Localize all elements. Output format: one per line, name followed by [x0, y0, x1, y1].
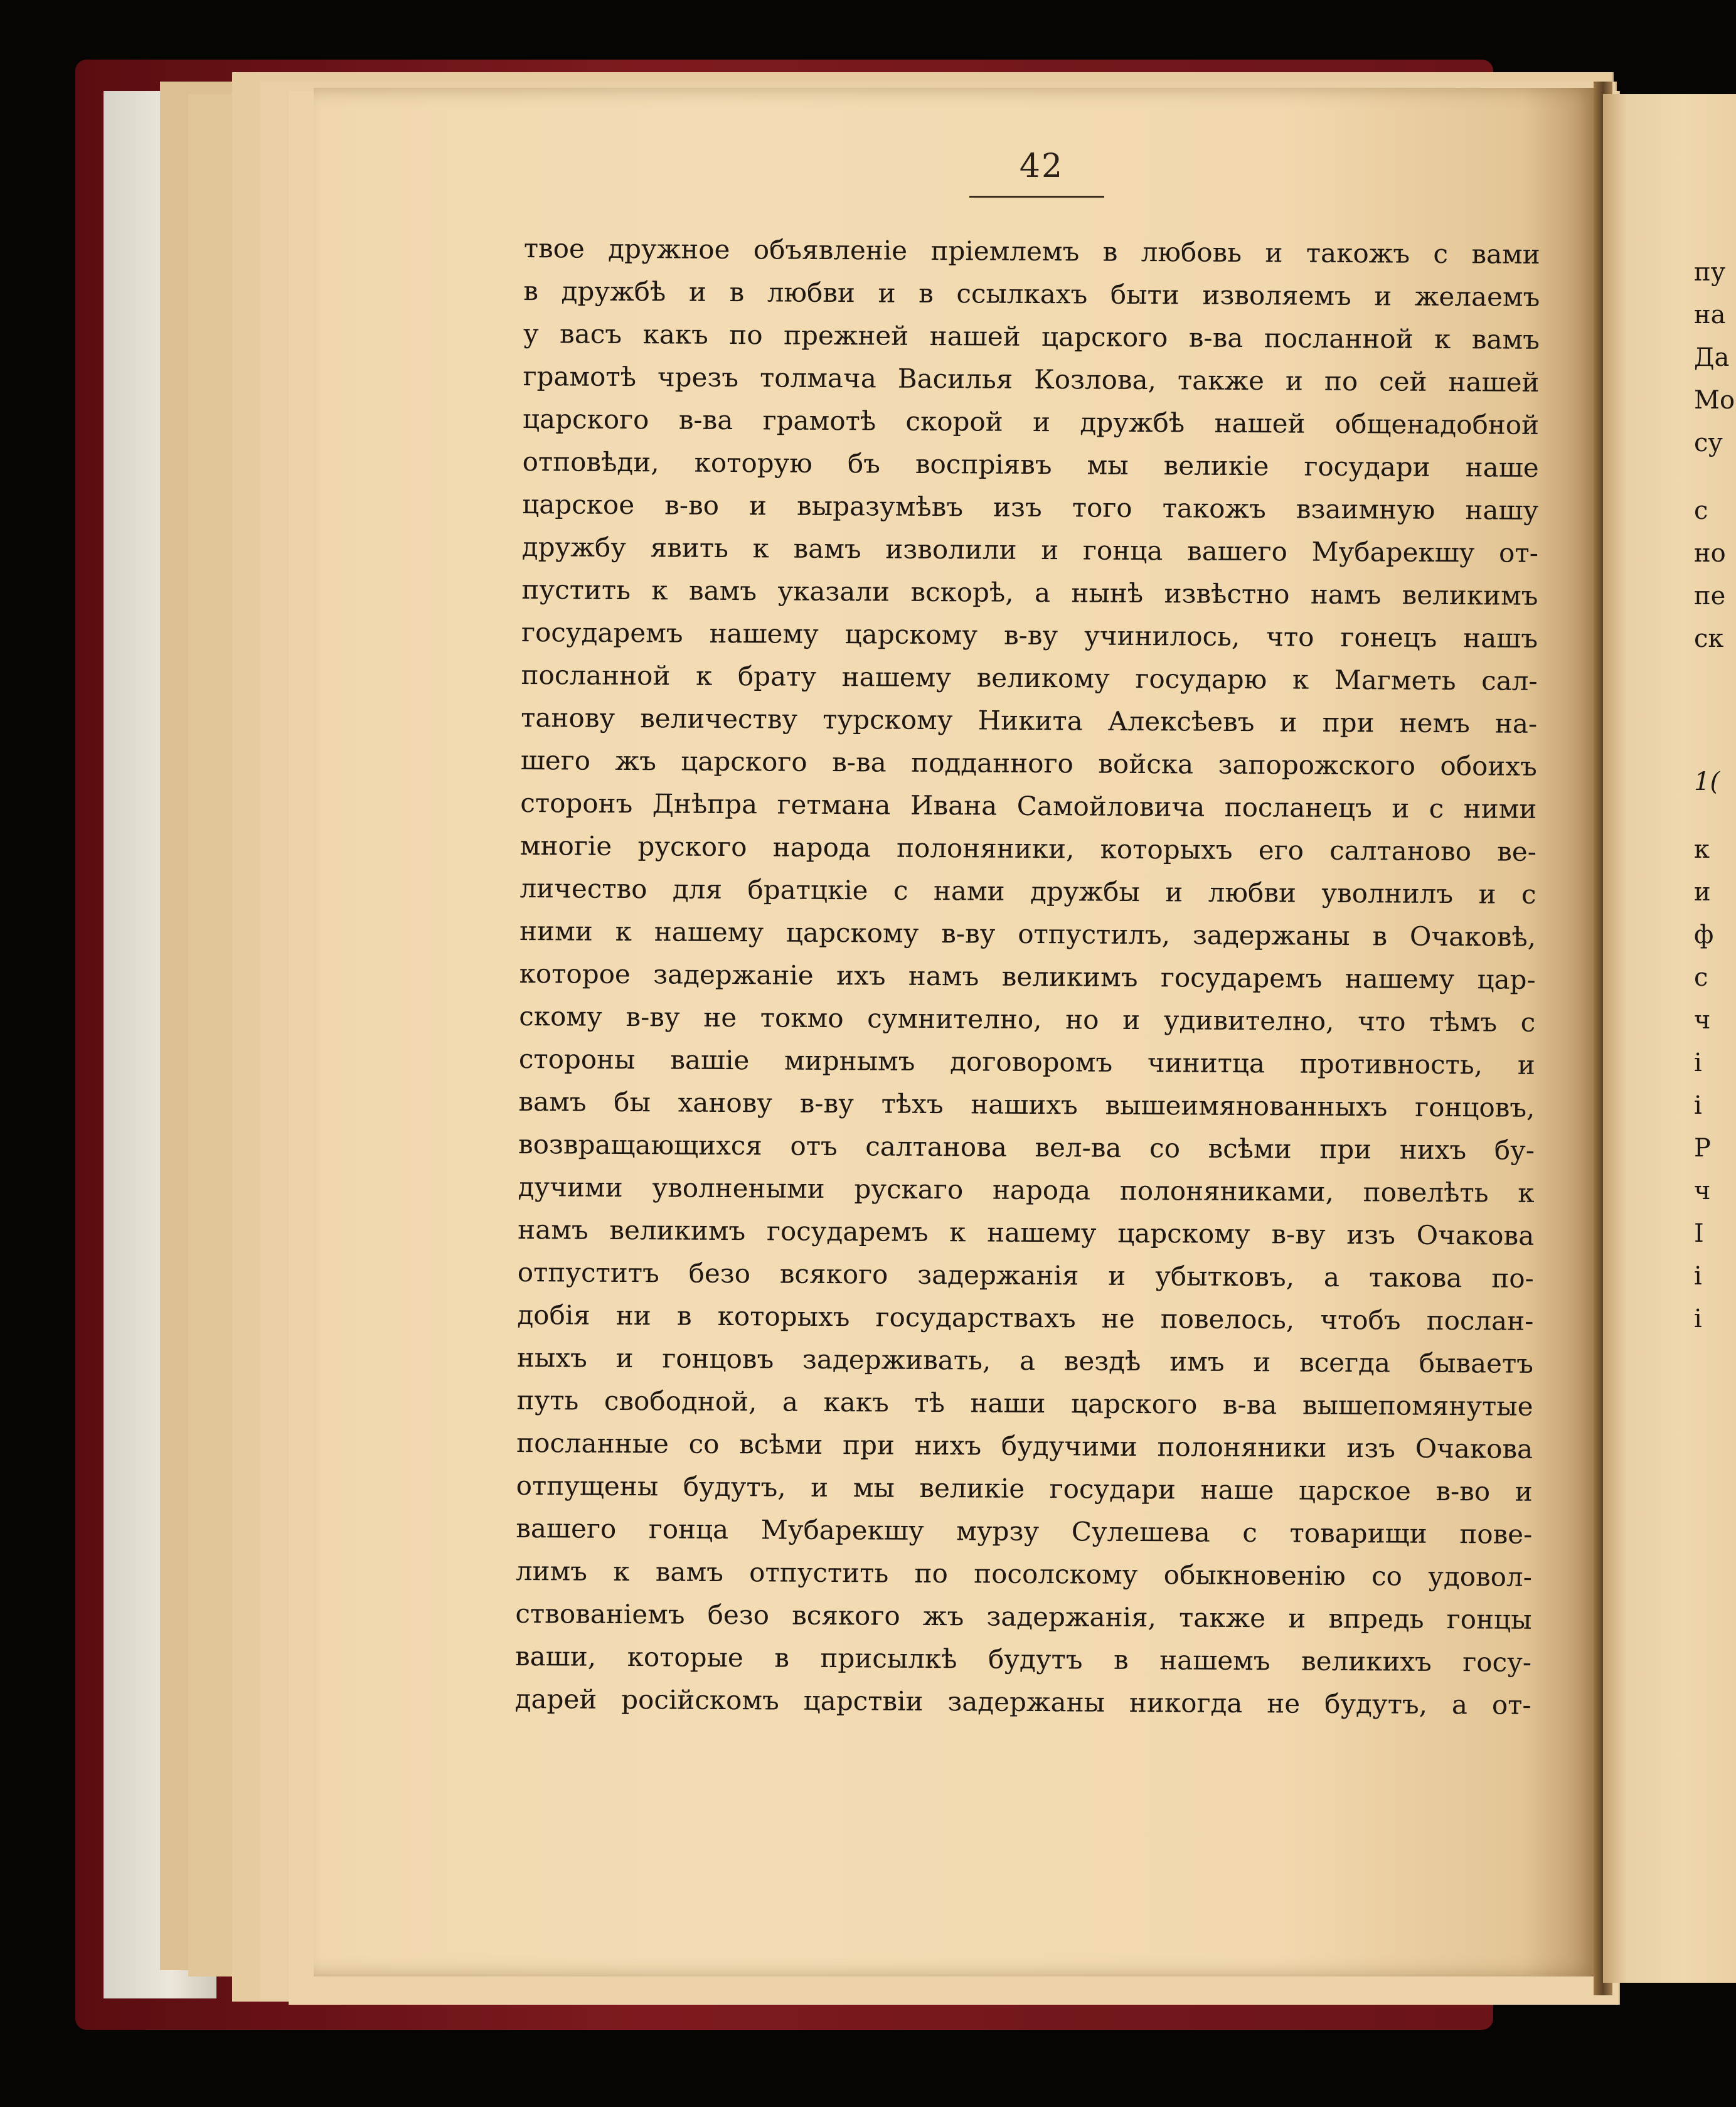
text-line: путь свободной, а какъ тѣ наши царского в-ва вышепомянутые — [516, 1384, 1533, 1422]
facing-page-fragment: но — [1694, 539, 1726, 568]
text-line: добія ни в которыхъ государствахъ не повелось, чтобъ послан- — [517, 1299, 1534, 1336]
facing-page-fragment: і — [1694, 1304, 1702, 1333]
text-line: многіе руского народа полоняники, которыхъ его салтаново ве- — [519, 829, 1537, 867]
text-line: государемъ нашему царскому в-ву учинилось, что гонецъ нашъ — [521, 616, 1538, 654]
text-line: дарей російскомъ царствіи задержаны никогда не будутъ, а от- — [514, 1683, 1531, 1720]
spacer — [1694, 464, 1736, 489]
facing-page-fragments — [1694, 251, 1736, 1365]
text-line: у васъ какъ по прежней нашей царского в-ва посланной к вамъ — [523, 317, 1540, 355]
text-line: пустить к вамъ указали вскорѣ, а нынѣ извѣстно намъ великимъ — [521, 573, 1538, 611]
text-line: посланные со всѣми при нихъ будучими полоняники изъ Очакова — [516, 1427, 1533, 1464]
spacer — [1694, 660, 1736, 685]
facing-page-fragment: пе — [1694, 582, 1726, 611]
text-line: вамъ бы ханову в-ву тѣхъ нашихъ вышеимянованныхъ гонцовъ, — [518, 1086, 1535, 1123]
facing-page-fragment: ч — [1694, 1006, 1711, 1035]
facing-page-fragment: пу — [1694, 258, 1726, 287]
text-line: ними к нашему царскому в-ву отпустилъ, задержаны в Очаковѣ, — [519, 915, 1536, 952]
facing-page-fragment: ф — [1694, 920, 1714, 949]
text-line: ваши, которые в присылкѣ будутъ в нашемъ великихъ госу- — [514, 1640, 1532, 1678]
text-line: дучими уволнеными рускаго народа полоняниками, повелѣть к — [518, 1171, 1535, 1208]
text-line: отповѣди, которую бъ воспріявъ мы великіе государи наше — [522, 445, 1539, 483]
text-line: стороны вашіе мирнымъ договоромъ чинитца противность, и — [518, 1043, 1536, 1080]
facing-page-fragment: і — [1694, 1091, 1702, 1120]
spacer — [1694, 1340, 1736, 1365]
text-line: шего жъ царского в-ва подданного войска запорожского обоихъ — [520, 744, 1537, 782]
text-line: дружбу явить к вамъ изволили и гонца вашего Мубарекшу от- — [521, 531, 1539, 568]
facing-page-fragment: і — [1694, 1262, 1702, 1291]
facing-page-fragment: І — [1694, 1219, 1704, 1248]
text-line: в дружбѣ и в любви и в ссылкахъ быти изволяемъ и желаемъ — [523, 275, 1540, 312]
facing-page-fragment: к — [1694, 835, 1710, 864]
text-line: грамотѣ чрезъ толмача Василья Козлова, также и по сей нашей — [523, 360, 1540, 398]
page-number: 42 — [1019, 147, 1064, 185]
facing-page-fragment: 1( — [1694, 767, 1720, 796]
spacer — [1694, 803, 1736, 828]
text-line: отпуститъ безо всякого задержанія и убытковъ, а такова по- — [517, 1256, 1534, 1294]
text-line: посланной к брату нашему великому государю к Магметь сал- — [521, 659, 1538, 696]
text-line: вашего гонца Мубарекшу мурзу Сулешева с товарищи пове- — [516, 1512, 1533, 1550]
facing-page-fragment: ск — [1694, 624, 1724, 653]
facing-page-fragment: с — [1694, 496, 1708, 525]
text-line: личество для братцкіе с нами дружбы и любви уволнилъ и с — [519, 872, 1536, 910]
facing-page-fragment: Р — [1694, 1134, 1711, 1163]
text-line: намъ великимъ государемъ к нашему царскому в-ву изъ Очакова — [518, 1214, 1535, 1251]
text-line: которое задержаніе ихъ намъ великимъ государемъ нашему цар- — [519, 957, 1536, 995]
facing-page-fragment: и — [1694, 878, 1711, 907]
text-line: царского в-ва грамотѣ скорой и дружбѣ нашей общенадобной — [522, 403, 1540, 440]
facing-page-fragment: Мо — [1694, 386, 1735, 415]
text-line: отпущены будутъ, и мы великіе государи наше царское в-во и — [516, 1470, 1533, 1507]
page-body-text — [514, 227, 1540, 1727]
text-line: твое дружное объявленіе пріемлемъ в любовь и такожъ с вами — [523, 232, 1540, 270]
text-line: царское в-во и выразумѣвъ изъ того такожъ взаимную нашу — [522, 488, 1539, 526]
text-line: сторонъ Днѣпра гетмана Ивана Самойловича посланецъ и с ними — [520, 787, 1537, 824]
facing-page-fragment: с — [1694, 963, 1708, 992]
facing-page-fragment: ч — [1694, 1176, 1711, 1205]
text-line: скому в-ву не токмо сумнително, но и удивително, что тѣмъ с — [519, 1000, 1536, 1038]
facing-page-fragment: су — [1694, 429, 1723, 457]
text-line: ствованіемъ безо всякого жъ задержанія, также и впредь гонцы — [515, 1598, 1532, 1635]
facing-page-fragment: і — [1694, 1048, 1702, 1077]
text-line: лимъ к вамъ отпустить по посолскому обыкновенію со удовол- — [515, 1555, 1533, 1592]
facing-page-fragment: Да — [1694, 343, 1730, 372]
spacer — [1694, 685, 1736, 760]
text-line: возвращающихся отъ салтанова вел-ва со всѣми при нихъ бу- — [518, 1128, 1535, 1166]
facing-page-fragment: на — [1694, 301, 1726, 329]
page-number-rule — [969, 196, 1104, 198]
text-line: ныхъ и гонцовъ задерживать, а вездѣ имъ и всегда бываетъ — [516, 1342, 1534, 1379]
text-line: танову величеству турскому Никита Алексѣевъ и при немъ на- — [521, 701, 1538, 739]
